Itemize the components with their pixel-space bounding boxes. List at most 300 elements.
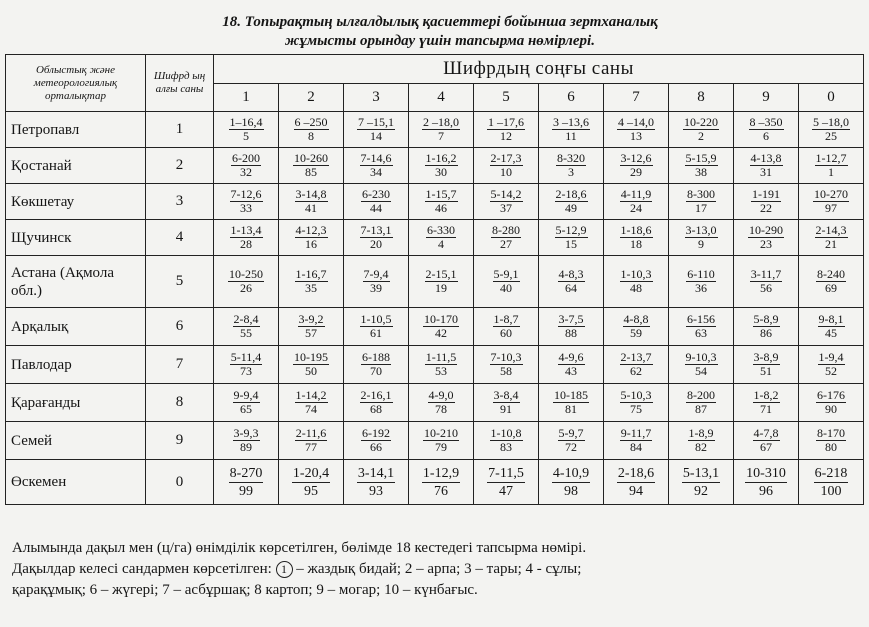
crop-yield: 8-280 [492, 223, 520, 237]
assignment-cell [409, 346, 474, 384]
task-number: 37 [500, 201, 512, 215]
assignment-cell [539, 220, 604, 256]
assignment-cell [539, 256, 604, 308]
crop-yield: 4-8,3 [558, 267, 584, 281]
crop-yield: 8-200 [687, 388, 715, 402]
assignment-cell [474, 460, 539, 505]
task-number: 93 [369, 483, 383, 499]
assignment-cell [539, 184, 604, 220]
task-number: 29 [630, 165, 642, 179]
station-name: Арқалық [6, 308, 146, 346]
task-number: 78 [435, 402, 447, 416]
assignment-cell [734, 220, 799, 256]
assignment-cell [799, 308, 864, 346]
assignment-cell [669, 422, 734, 460]
task-number: 31 [760, 165, 772, 179]
crop-yield: 1-16,7 [295, 267, 327, 281]
header-stations: Облыстық және метеорологиялық орталықтар [6, 55, 146, 112]
first-digit-code: 1 [146, 112, 214, 148]
crop-yield: 2-15,1 [425, 267, 457, 281]
crop-yield: 9-10,3 [685, 350, 717, 364]
assignment-cell [799, 220, 864, 256]
crop-yield: 10-210 [424, 426, 458, 440]
crop-yield: 4-11,9 [620, 187, 652, 201]
task-number: 14 [370, 129, 382, 143]
assignment-cell [669, 384, 734, 422]
assignment-cell [474, 220, 539, 256]
assignment-cell [344, 256, 409, 308]
crop-yield: 1-9,4 [818, 350, 844, 364]
task-number: 69 [825, 281, 837, 295]
station-name: Қарағанды [6, 384, 146, 422]
header-digit: 5 [474, 84, 539, 112]
task-number: 21 [825, 237, 837, 251]
crop-yield: 3-14,1 [357, 465, 395, 481]
task-number: 74 [305, 402, 317, 416]
crop-yield: 3-8,9 [753, 350, 779, 364]
assignment-cell [734, 148, 799, 184]
task-number: 13 [630, 129, 642, 143]
crop-yield: 2-8,4 [233, 312, 259, 326]
task-number: 58 [500, 364, 512, 378]
crop-yield: 1-10,8 [490, 426, 522, 440]
assignment-cell [799, 460, 864, 505]
task-number: 66 [370, 440, 382, 454]
crop-yield: 7 –15,1 [358, 115, 394, 129]
assignment-cell [669, 308, 734, 346]
header-digit: 1 [214, 84, 279, 112]
station-name: Көкшетау [6, 184, 146, 220]
task-number: 96 [759, 483, 773, 499]
assignment-cell [799, 184, 864, 220]
crop-yield: 1-20,4 [292, 465, 330, 481]
task-number: 55 [240, 326, 252, 340]
crop-yield: 6 –250 [294, 115, 328, 129]
assignment-cell [604, 346, 669, 384]
assignment-cell [279, 184, 344, 220]
table-row [6, 148, 864, 184]
task-number: 5 [243, 129, 249, 143]
crop-yield: 4-9,0 [428, 388, 454, 402]
assignment-cell [799, 384, 864, 422]
task-number: 88 [565, 326, 577, 340]
assignment-cell [344, 346, 409, 384]
task-number: 57 [305, 326, 317, 340]
station-name: Семей [6, 422, 146, 460]
first-digit-code: 0 [146, 460, 214, 505]
crop-yield: 5-10,3 [620, 388, 652, 402]
assignment-cell [539, 460, 604, 505]
table-body [6, 112, 864, 505]
task-number: 23 [760, 237, 772, 251]
assignment-cell [214, 220, 279, 256]
crop-yield: 1-8,7 [493, 312, 519, 326]
assignment-cell [409, 184, 474, 220]
assignment-cell [214, 112, 279, 148]
crop-yield: 4 –14,0 [618, 115, 654, 129]
header-digit: 7 [604, 84, 669, 112]
task-number: 2 [698, 129, 704, 143]
table-row [6, 346, 864, 384]
crop-yield: 2-13,7 [620, 350, 652, 364]
assignment-cell [474, 112, 539, 148]
assignment-cell [214, 460, 279, 505]
assignment-cell [344, 308, 409, 346]
header-digit: 4 [409, 84, 474, 112]
assignment-cell [279, 220, 344, 256]
crop-yield: 10-185 [554, 388, 588, 402]
footer-crops-list: – жаздық бидай; 2 – арпа; 3 – тары; 4 - сұлы; [296, 561, 582, 577]
crop-yield: 1–16,4 [229, 115, 263, 129]
crop-yield: 4-13,8 [750, 151, 782, 165]
crop-yield: 4-9,6 [558, 350, 584, 364]
crop-yield: 7-11,5 [488, 465, 524, 481]
crop-yield: 2-11,6 [295, 426, 327, 440]
table-row [6, 460, 864, 505]
crop-yield: 1-8,2 [753, 388, 779, 402]
assignment-cell [734, 346, 799, 384]
crop-yield: 2-18,6 [617, 465, 655, 481]
task-number: 60 [500, 326, 512, 340]
assignment-cell [409, 384, 474, 422]
assignment-cell [214, 256, 279, 308]
task-number: 95 [304, 483, 318, 499]
assignment-cell [799, 422, 864, 460]
crop-yield: 2-14,3 [815, 223, 847, 237]
task-number: 10 [500, 165, 512, 179]
task-number: 39 [370, 281, 382, 295]
task-number: 32 [240, 165, 252, 179]
crop-yield: 6-156 [687, 312, 715, 326]
crop-yield: 1-12,9 [422, 465, 460, 481]
crop-yield: 1 –17,6 [488, 115, 524, 129]
task-number: 41 [305, 201, 317, 215]
assignment-cell [409, 422, 474, 460]
crop-yield: 7-9,4 [363, 267, 389, 281]
crop-yield: 7-12,6 [230, 187, 262, 201]
task-number: 18 [630, 237, 642, 251]
task-number: 94 [629, 483, 643, 499]
task-number: 25 [825, 129, 837, 143]
crop-yield: 7-14,6 [360, 151, 392, 165]
assignment-cell [214, 308, 279, 346]
crop-yield: 8-270 [229, 465, 263, 481]
task-number: 20 [370, 237, 382, 251]
task-number: 59 [630, 326, 642, 340]
task-number: 80 [825, 440, 837, 454]
task-number: 35 [305, 281, 317, 295]
assignment-cell [604, 308, 669, 346]
assignment-cell [279, 346, 344, 384]
task-number: 91 [500, 402, 512, 416]
assignment-cell [604, 148, 669, 184]
assignment-cell [344, 184, 409, 220]
assignment-cell [734, 460, 799, 505]
assignment-cell [409, 148, 474, 184]
task-number: 27 [500, 237, 512, 251]
crop-yield: 10-220 [684, 115, 718, 129]
assignment-cell [279, 148, 344, 184]
crop-yield: 8-240 [817, 267, 845, 281]
crop-yield: 10-250 [229, 267, 263, 281]
crop-yield: 5-12,9 [555, 223, 587, 237]
assignment-cell [474, 184, 539, 220]
table-row [6, 220, 864, 256]
station-name: Өскемен [6, 460, 146, 505]
assignment-cell [214, 148, 279, 184]
first-digit-code: 3 [146, 184, 214, 220]
crop-yield: 8-170 [817, 426, 845, 440]
assignment-cell [409, 220, 474, 256]
crop-yield: 3-12,6 [620, 151, 652, 165]
task-number: 73 [240, 364, 252, 378]
task-number: 15 [565, 237, 577, 251]
assignment-cell [409, 460, 474, 505]
crop-yield: 1-14,2 [295, 388, 327, 402]
crop-yield: 2-16,1 [360, 388, 392, 402]
crop-yield: 5 –18,0 [813, 115, 849, 129]
assignment-cell [734, 184, 799, 220]
header-digit: 8 [669, 84, 734, 112]
table-row [6, 256, 864, 308]
assignment-cell [669, 256, 734, 308]
task-number: 97 [825, 201, 837, 215]
crop-yield: 3-14,8 [295, 187, 327, 201]
assignment-cell [344, 384, 409, 422]
task-number: 12 [500, 129, 512, 143]
task-number: 65 [240, 402, 252, 416]
assignment-cell [604, 184, 669, 220]
assignment-cell [604, 422, 669, 460]
circled-number: 1 [276, 561, 293, 578]
task-number: 43 [565, 364, 577, 378]
assignment-cell [604, 220, 669, 256]
assignment-cell [474, 308, 539, 346]
task-number: 22 [760, 201, 772, 215]
assignment-cell [604, 384, 669, 422]
crop-yield: 9-8,1 [818, 312, 844, 326]
task-number: 49 [565, 201, 577, 215]
assignment-cell [279, 256, 344, 308]
task-number: 38 [695, 165, 707, 179]
task-number: 87 [695, 402, 707, 416]
crop-yield: 6-218 [814, 465, 848, 481]
task-number: 68 [370, 402, 382, 416]
task-number: 46 [435, 201, 447, 215]
assignment-cell [214, 384, 279, 422]
task-number: 81 [565, 402, 577, 416]
assignment-cell [799, 256, 864, 308]
header-digit: 6 [539, 84, 604, 112]
crop-yield: 1-8,9 [688, 426, 714, 440]
task-number: 4 [438, 237, 444, 251]
task-number: 8 [308, 129, 314, 143]
crop-yield: 5-9,7 [558, 426, 584, 440]
assignment-cell [279, 384, 344, 422]
crop-yield: 2 –18,0 [423, 115, 459, 129]
crop-yield: 10-270 [814, 187, 848, 201]
crop-yield: 4-10,9 [552, 465, 590, 481]
task-number: 77 [305, 440, 317, 454]
task-number: 40 [500, 281, 512, 295]
first-digit-code: 9 [146, 422, 214, 460]
crop-yield: 5-13,1 [682, 465, 720, 481]
assignment-cell [539, 384, 604, 422]
assignment-cell [669, 346, 734, 384]
first-digit-code: 4 [146, 220, 214, 256]
crop-yield: 6-230 [362, 187, 390, 201]
task-number: 90 [825, 402, 837, 416]
assignment-cell [604, 112, 669, 148]
crop-yield: 10-290 [749, 223, 783, 237]
crop-yield: 4-8,8 [623, 312, 649, 326]
first-digit-code: 5 [146, 256, 214, 308]
assignment-cell [214, 184, 279, 220]
task-number: 9 [698, 237, 704, 251]
station-name: Астана (Ақмола обл.) [6, 256, 146, 308]
assignment-cell [734, 384, 799, 422]
table-row [6, 184, 864, 220]
crop-yield: 5-9,1 [493, 267, 519, 281]
assignment-cell [344, 148, 409, 184]
task-number: 54 [695, 364, 707, 378]
task-number: 85 [305, 165, 317, 179]
task-number: 84 [630, 440, 642, 454]
assignment-cell [279, 422, 344, 460]
crop-yield: 1-16,2 [425, 151, 457, 165]
task-number: 64 [565, 281, 577, 295]
crop-yield: 1-11,5 [425, 350, 457, 364]
assignment-cell [669, 112, 734, 148]
task-number: 42 [435, 326, 447, 340]
footer-crops-line-2: қарақұмық; 6 – жүгері; 7 – асбұршақ; 8 картоп; 9 – могар; 10 – күнбағыс. [12, 582, 478, 598]
crop-yield: 3-9,2 [298, 312, 324, 326]
task-number: 53 [435, 364, 447, 378]
task-number: 3 [568, 165, 574, 179]
table-row [6, 422, 864, 460]
crop-yield: 5-14,2 [490, 187, 522, 201]
assignment-cell [279, 460, 344, 505]
task-number: 17 [695, 201, 707, 215]
task-number: 67 [760, 440, 772, 454]
crop-yield: 1-12,7 [815, 151, 847, 165]
crop-yield: 7-10,3 [490, 350, 522, 364]
task-number: 7 [438, 129, 444, 143]
assignment-cell [344, 460, 409, 505]
task-number: 92 [694, 483, 708, 499]
assignment-cell [409, 112, 474, 148]
assignment-cell [539, 308, 604, 346]
crop-yield: 6-200 [232, 151, 260, 165]
footer-crops-line [12, 560, 581, 578]
assignment-cell [734, 256, 799, 308]
task-number: 19 [435, 281, 447, 295]
crop-yield: 1-18,6 [620, 223, 652, 237]
assignment-cell [474, 256, 539, 308]
header-digit: 9 [734, 84, 799, 112]
crop-yield: 3-8,4 [493, 388, 519, 402]
assignment-cell [279, 112, 344, 148]
crop-yield: 10-260 [294, 151, 328, 165]
task-number: 52 [825, 364, 837, 378]
crop-yield: 5-11,4 [230, 350, 262, 364]
header-first-digit: Шифрд ың алғы саны [146, 55, 214, 112]
assignment-cell [344, 422, 409, 460]
crop-yield: 3 –13,6 [553, 115, 589, 129]
crop-yield: 6-110 [687, 267, 715, 281]
crop-yield: 7-13,1 [360, 223, 392, 237]
task-number: 1 [828, 165, 834, 179]
header-digit: 3 [344, 84, 409, 112]
assignment-cell [669, 184, 734, 220]
station-name: Қостанай [6, 148, 146, 184]
task-number: 98 [564, 483, 578, 499]
assignment-cell [539, 148, 604, 184]
assignment-cell [734, 308, 799, 346]
assignment-cell [474, 422, 539, 460]
assignment-cell [214, 346, 279, 384]
header-last-digit-group: Шифрдың соңғы саны [214, 55, 864, 84]
task-number: 45 [825, 326, 837, 340]
task-number: 26 [240, 281, 252, 295]
crop-yield: 9-9,4 [233, 388, 259, 402]
assignment-cell [799, 112, 864, 148]
first-digit-code: 6 [146, 308, 214, 346]
task-number: 28 [240, 237, 252, 251]
table-row [6, 112, 864, 148]
assignment-cell [734, 112, 799, 148]
task-number: 86 [760, 326, 772, 340]
crop-yield: 3-13,0 [685, 223, 717, 237]
crop-yield: 10-170 [424, 312, 458, 326]
task-number: 100 [820, 483, 842, 499]
table-row [6, 384, 864, 422]
task-number: 33 [240, 201, 252, 215]
assignment-cell [344, 220, 409, 256]
task-number: 48 [630, 281, 642, 295]
task-number: 44 [370, 201, 382, 215]
header-digit: 2 [279, 84, 344, 112]
assignment-cell [214, 422, 279, 460]
assignment-cell [669, 460, 734, 505]
task-number: 79 [435, 440, 447, 454]
task-number: 82 [695, 440, 707, 454]
task-number: 6 [763, 129, 769, 143]
crop-yield: 1-10,3 [620, 267, 652, 281]
crop-yield: 9-11,7 [620, 426, 652, 440]
task-number: 30 [435, 165, 447, 179]
assignment-table [5, 54, 864, 505]
task-number: 71 [760, 402, 772, 416]
first-digit-code: 8 [146, 384, 214, 422]
task-number: 16 [305, 237, 317, 251]
task-number: 34 [370, 165, 382, 179]
task-number: 83 [500, 440, 512, 454]
crop-yield: 3-9,3 [233, 426, 259, 440]
crop-yield: 10-195 [294, 350, 328, 364]
task-number: 61 [370, 326, 382, 340]
crop-yield: 1-10,5 [360, 312, 392, 326]
assignment-cell [604, 256, 669, 308]
assignment-cell [344, 112, 409, 148]
header-digit: 0 [799, 84, 864, 112]
task-number: 63 [695, 326, 707, 340]
crop-yield: 1-13,4 [230, 223, 262, 237]
assignment-cell [734, 422, 799, 460]
crop-yield: 6-330 [427, 223, 455, 237]
footer-crops-intro: Дақылдар келесі сандармен көрсетілген: [12, 561, 272, 577]
assignment-cell [799, 148, 864, 184]
